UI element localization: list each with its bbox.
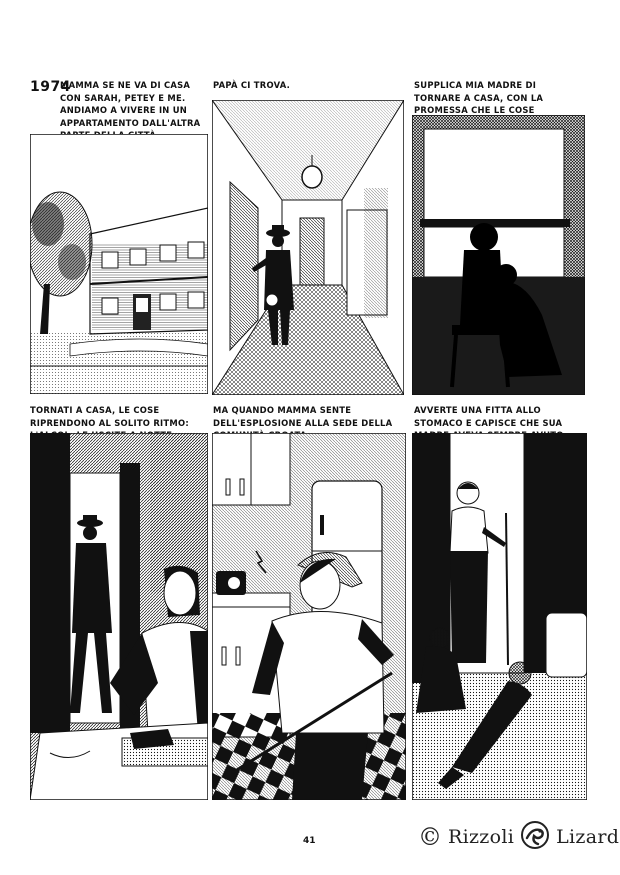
publisher-logo xyxy=(418,820,619,854)
caption-panel-2: PAPÀ CI TROVA. xyxy=(213,80,291,90)
panel-4-ironing xyxy=(30,433,208,800)
caption-panel-1: MAMMA SE NE VA DI CASA CON SARAH, PETEY E ME. ANDIAMO A VIVERE IN UN APPARTAMENTO DALL'ALTRA xyxy=(60,80,201,128)
panel-2-hallway xyxy=(212,100,404,395)
caption-panel-5: MA QUANDO MAMMA SENTE DELL'ESPLOSIONE ALLA SEDE DELLA xyxy=(213,405,393,428)
panel-5-kitchen-radio xyxy=(212,433,406,800)
panel-6-children-floor xyxy=(412,433,587,800)
publisher-name-left: Rizzoli xyxy=(448,826,515,848)
copyright-symbol: © xyxy=(418,823,442,851)
page-number: 41 xyxy=(303,836,316,846)
caption-panel-3: SUPPLICA MIA MADRE DI TORNARE A CASA, CON LA PROMESSA CHE LE COSE xyxy=(414,80,544,116)
lizard-logo-icon xyxy=(520,820,550,854)
caption-panel-4: TORNATI A CASA, LE COSE RIPRENDONO AL SOLITO RITMO: xyxy=(30,405,189,428)
panel-1-apartment-building xyxy=(30,134,208,394)
caption-panel-6: AVVERTE UNA FITTA ALLO STOMACO E CAPISCE CHE SUA xyxy=(414,405,563,428)
publisher-name-right: Lizard xyxy=(556,826,620,848)
panel-3-window-silhouette xyxy=(412,115,585,395)
caption-year: 1974 xyxy=(30,79,71,95)
